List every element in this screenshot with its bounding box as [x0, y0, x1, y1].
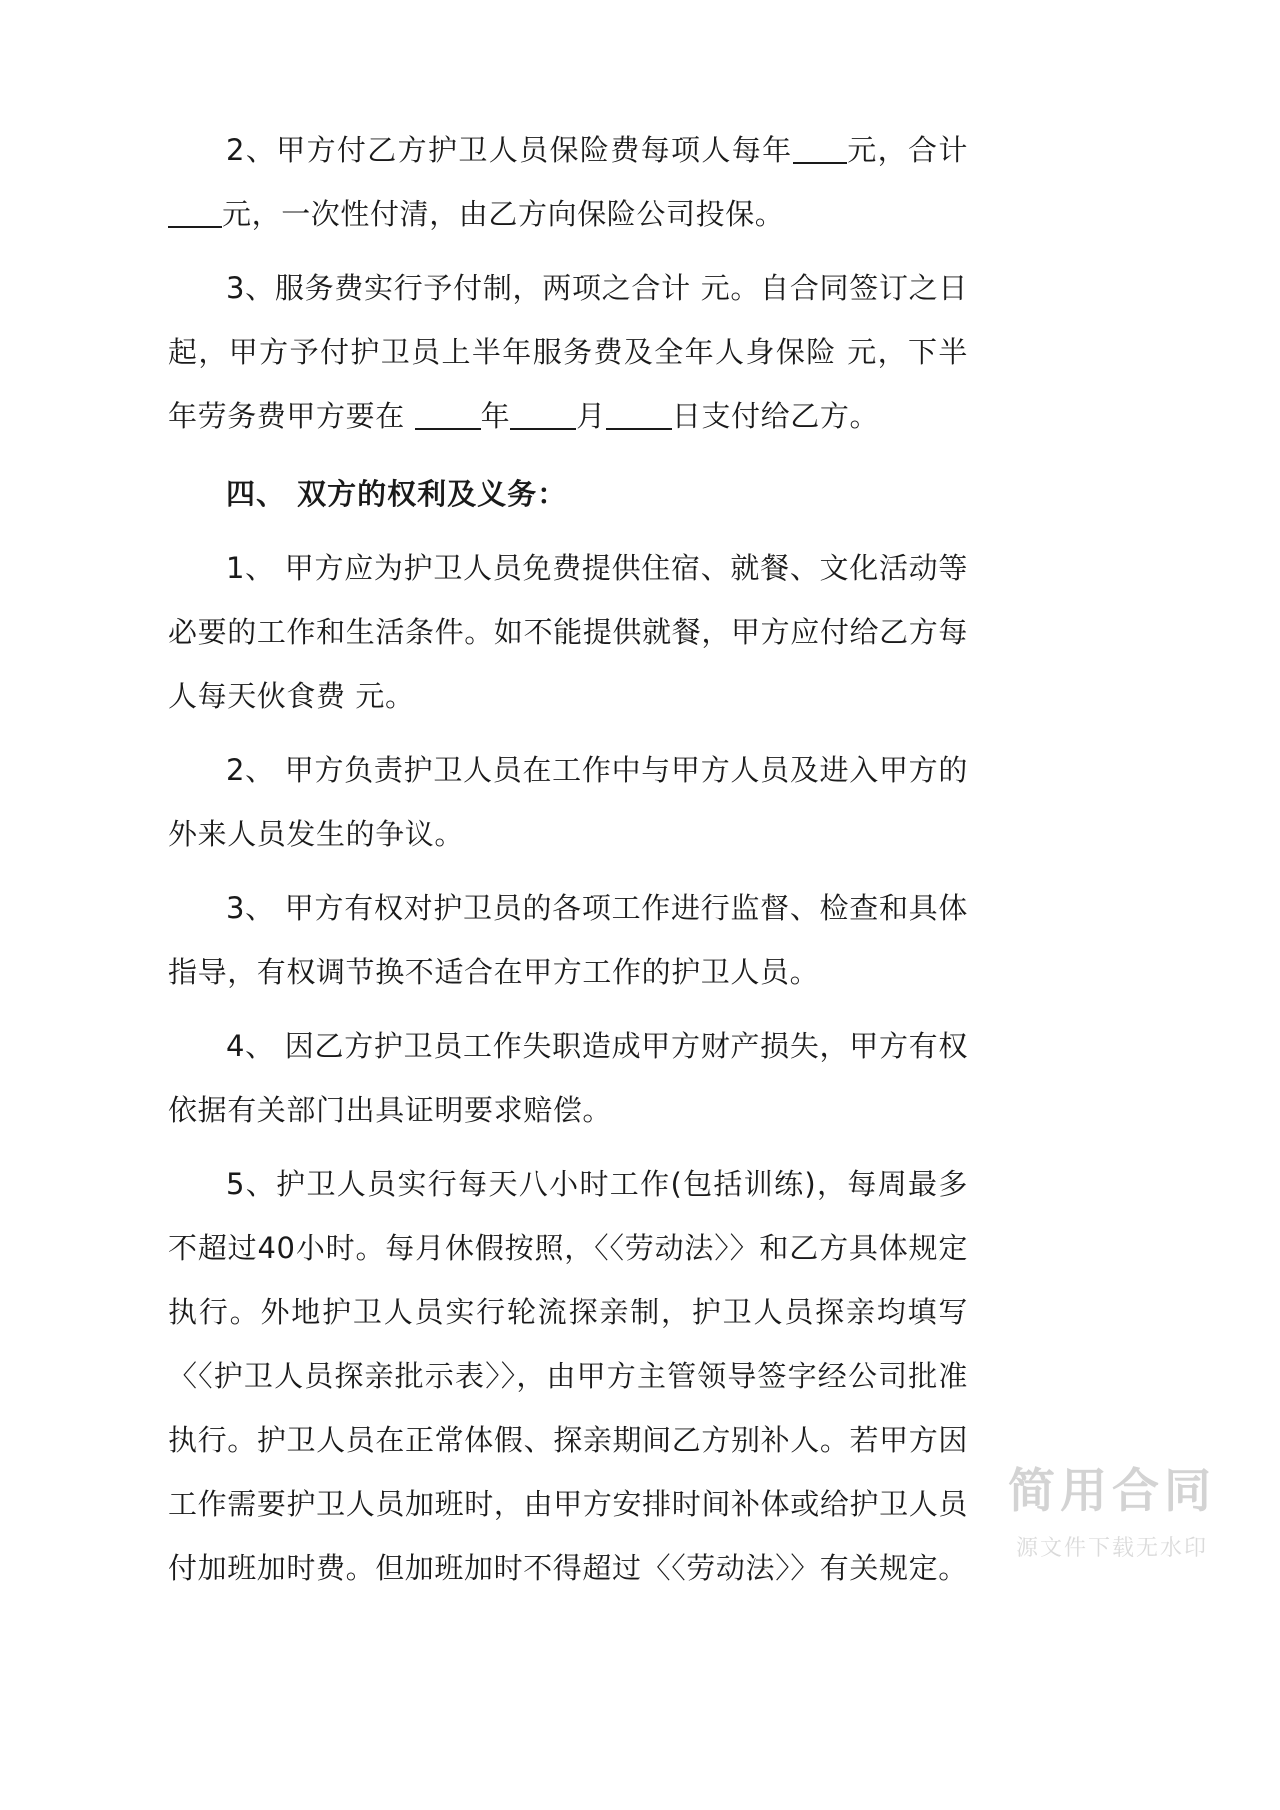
clause-3-label-month: 月 [576, 399, 606, 433]
clause-3-part-1: 3、服务费实行予付制，两项之合计 元。自合同签订之日起，甲方予付护卫员上半年服务费及全年人身保险 元，下半年劳务费甲方要在 [168, 271, 968, 433]
clause-2-part-1: 2、甲方付乙方护卫人员保险费每项人每年 [226, 133, 793, 167]
paragraph-spacer [168, 526, 968, 536]
paragraph-spacer [168, 448, 968, 462]
paragraph-clause-4-5: 5、护卫人员实行每天八小时工作(包括训练)，每周最多不超过40小时。每月休假按照，〈〈劳动法〉〉和乙方具体规定执行。外地护卫人员实行轮流探亲制，护卫人员探亲均填写〈〈护卫人员探亲批示表〉〉，由甲方主管领导签字经公司批准执行。护卫人员在正常体假、探亲期间乙方别补人。若甲方因工作需要护卫人员加班时，由甲方安排时间补体或给护卫人员付加班加时费。但加班加时不得超过〈〈劳动法〉〉有关规定。 [168, 1167, 968, 1585]
paragraph-clause-4-3: 3、 甲方有权对护卫员的各项工作进行监督、检查和具体指导，有权调节换不适合在甲方工作的护卫人员。 [168, 891, 968, 989]
clause-2-part-3: 元，一次性付清，由乙方向保险公司投保。 [222, 197, 785, 231]
watermark-brand-text: 简用合同 [1008, 1463, 1216, 1519]
blank-insurance-per-year[interactable] [793, 140, 847, 164]
paragraph-spacer [168, 728, 968, 738]
paragraph-spacer [168, 246, 968, 256]
paragraph-clause-4-1: 1、 甲方应为护卫人员免费提供住宿、就餐、文化活动等必要的工作和生活条件。如不能提供就餐，甲方应付给乙方每人每天伙食费 元。 [168, 551, 968, 713]
clause-2-part-2: 元，合计 [846, 133, 969, 167]
section-heading-rights-and-obligations: 四、 双方的权利及义务： [226, 477, 568, 511]
clause-3-part-end: 日支付给乙方。 [671, 399, 880, 433]
clause-3-label-year: 年 [480, 399, 511, 433]
paragraph-clause-4-4: 4、 因乙方护卫员工作失职造成甲方财产损失，甲方有权依据有关部门出具证明要求赔偿。 [168, 1029, 968, 1127]
paragraph-clause-2 [168, 118, 968, 246]
blank-month[interactable] [510, 406, 576, 430]
watermark-sub-text: 源文件下载无水印 [1015, 1536, 1208, 1561]
paragraph-clause-4-2: 2、 甲方负责护卫人员在工作中与甲方人员及进入甲方的外来人员发生的争议。 [168, 753, 968, 851]
paragraph-spacer [168, 1142, 968, 1152]
document-text-body [168, 118, 968, 1600]
paragraph-clause-3 [168, 256, 968, 448]
watermark [1008, 1465, 1216, 1562]
paragraph-spacer [168, 866, 968, 876]
paragraph-spacer [168, 1004, 968, 1014]
blank-year[interactable] [415, 406, 481, 430]
blank-insurance-total[interactable] [168, 204, 222, 228]
blank-day[interactable] [606, 406, 672, 430]
